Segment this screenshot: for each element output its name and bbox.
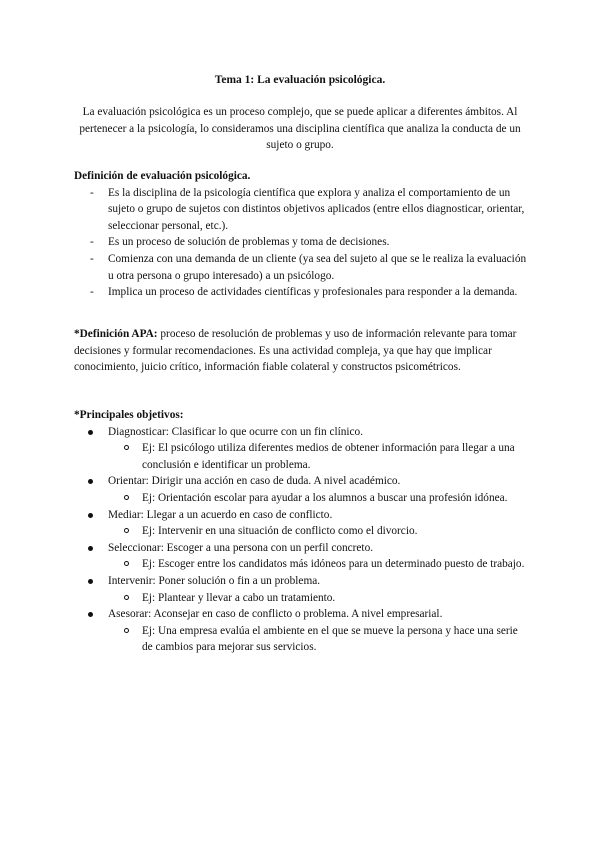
bullet-icon [88, 612, 93, 617]
definition-list [74, 185, 529, 301]
apa-section [74, 326, 529, 376]
objective-item [74, 424, 529, 474]
objective-item [74, 473, 529, 506]
definition-item [74, 185, 529, 235]
circle-bullet-icon [124, 528, 129, 533]
objective-text: Seleccionar: Escoger a una persona con un perfil concreto. [108, 541, 374, 554]
bullet-icon [88, 546, 93, 551]
apa-text: proceso de resolución de problemas y uso de información relevante para tomar decisiones y formular recomendaciones. Es una actividad compleja, ya que hay que implicar conocimiento, juicio crítico, información fiable colateral y constructos psicométricos. [74, 328, 517, 374]
circle-bullet-icon [124, 628, 129, 633]
circle-bullet-icon [124, 595, 129, 600]
definition-item-text: Es un proceso de solución de problemas y toma de decisiones. [108, 236, 390, 249]
apa-label: *Definición APA: [74, 328, 158, 340]
definition-item-text: Es la disciplina de la psicología científica que explora y analiza el comportamiento de un sujeto o grupo de sujetos con distintos objetivos aplicados (entre ellos diagnosticar, orientar, seleccionar personal, etc.). [108, 186, 525, 232]
definition-item-text: Implica un proceso de actividades científicas y profesionales para responder a la demanda. [108, 286, 518, 299]
objective-text: Mediar: Llegar a un acuerdo en caso de conflicto. [108, 508, 333, 521]
objective-example [74, 590, 529, 607]
objective-text: Orientar: Dirigir una acción en caso de duda. A nivel académico. [108, 475, 401, 488]
objective-example [74, 523, 529, 540]
objective-text: Diagnosticar: Clasificar lo que ocurre con un fin clínico. [108, 425, 364, 438]
dash-marker: - [90, 186, 94, 199]
definition-heading: Definición de evaluación psicológica. [74, 170, 251, 182]
apa-paragraph [74, 326, 529, 376]
definition-section [74, 168, 529, 301]
bullet-icon [88, 513, 93, 518]
objective-example [74, 556, 529, 573]
definition-item-text: Comienza con una demanda de un cliente (ya sea del sujeto al que se le realiza la evaluación u otra persona o grupo interesado) a un psicólogo. [108, 252, 527, 282]
bullet-icon [88, 479, 93, 484]
objective-text: Asesorar: Aconsejar en caso de conflicto o problema. A nivel empresarial. [108, 608, 443, 621]
objective-example-text: Ej: Intervenir en una situación de conflicto como el divorcio. [142, 525, 418, 538]
objectives-section [74, 407, 529, 656]
circle-bullet-icon [124, 495, 129, 500]
dash-marker: - [90, 252, 94, 265]
objective-item [74, 540, 529, 573]
bullet-icon [88, 430, 93, 435]
circle-bullet-icon [124, 445, 129, 450]
definition-item [74, 251, 529, 284]
intro-paragraph: La evaluación psicológica es un proceso complejo, que se puede aplicar a diferentes ámbitos. Al pertenecer a la psicología, lo consideramos una disciplina científica que analiza la conducta de un sujeto o grupo. [79, 106, 521, 152]
objective-example [74, 440, 529, 473]
objective-item [74, 573, 529, 606]
document-title: Tema 1: La evaluación psicológica. [214, 74, 386, 86]
definition-item [74, 284, 529, 301]
definition-item [74, 234, 529, 251]
objective-example-text: Ej: Escoger entre los candidatos más idóneos para un determinado puesto de trabajo. [142, 558, 525, 571]
objective-example-text: Ej: El psicólogo utiliza diferentes medios de obtener información para llegar a una conclusión e identificar un problema. [142, 442, 515, 471]
bullet-icon [88, 579, 93, 584]
objective-example [74, 623, 529, 656]
circle-bullet-icon [124, 561, 129, 566]
objectives-heading: *Principales objetivos: [74, 409, 184, 421]
objective-example-text: Ej: Plantear y llevar a cabo un tratamiento. [142, 591, 336, 604]
objective-item [74, 606, 529, 656]
objectives-list [74, 424, 529, 656]
objective-example-text: Ej: Orientación escolar para ayudar a los alumnos a buscar una profesión idónea. [142, 491, 508, 504]
dash-marker: - [90, 286, 94, 299]
objective-example-text: Ej: Una empresa evalúa el ambiente en el que se mueve la persona y hace una serie de cambios para mejorar sus servicios. [142, 624, 518, 654]
objective-example [74, 490, 529, 507]
objective-text: Intervenir: Poner solución o fin a un problema. [108, 574, 321, 587]
dash-marker: - [90, 236, 94, 249]
objective-item [74, 507, 529, 540]
